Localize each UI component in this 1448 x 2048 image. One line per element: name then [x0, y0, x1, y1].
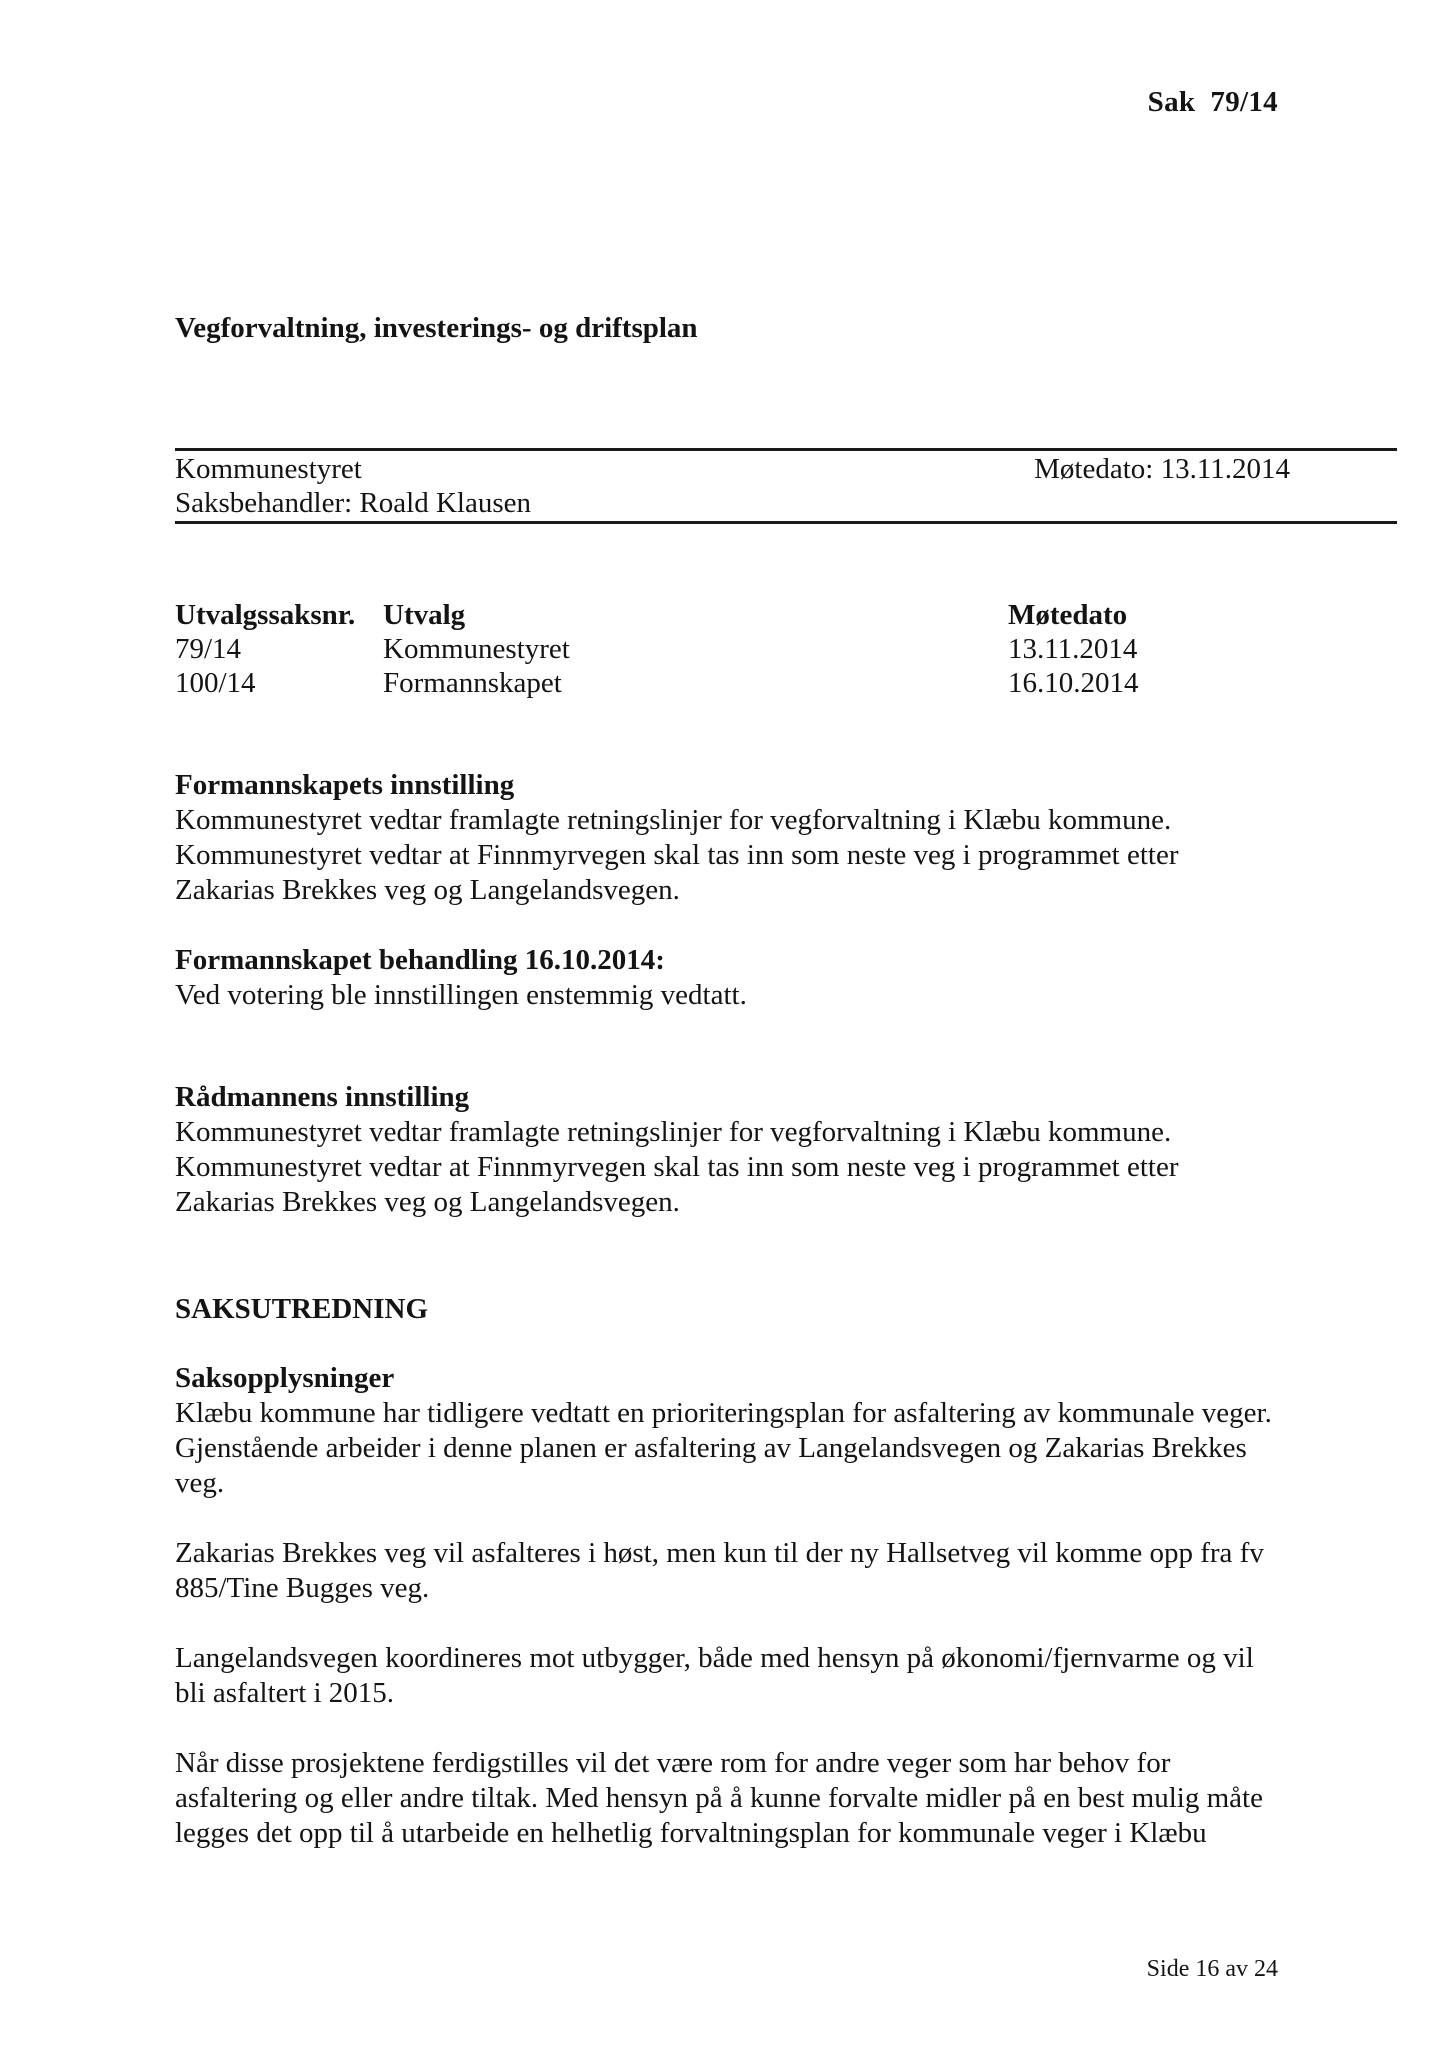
cell-committee: Kommunestyret [383, 633, 570, 665]
formannskap-recommendation [175, 768, 1315, 908]
formannskap-treatment [175, 943, 1315, 1013]
text-line: Zakarias Brekkes veg og Langelandsvegen. [175, 874, 680, 906]
text-line: Når disse prosjektene ferdigstilles vil det være rom for andre veger som har behov for [175, 1747, 1171, 1779]
paragraph [175, 1536, 1315, 1606]
paragraph [175, 1746, 1315, 1851]
table-row [175, 666, 1188, 700]
text-line: legges det opp til å utarbeide en helhetlig forvaltningsplan for kommunale veger i Klæbu [175, 1817, 1207, 1849]
cell-committee: Formannskapet [383, 667, 562, 699]
section-heading: Rådmannens innstilling [175, 1081, 470, 1113]
paragraph [175, 1641, 1315, 1711]
table-row [175, 632, 1188, 666]
column-header-committee: Utvalg [383, 599, 466, 631]
text-line: Ved votering ble innstillingen enstemmig vedtatt. [175, 979, 747, 1011]
text-line: 885/Tine Bugges veg. [175, 1572, 430, 1604]
chief-executive-recommendation [175, 1080, 1315, 1220]
text-line: Gjenstående arbeider i denne planen er asfaltering av Langelandsvegen og Zakarias Brekkes [175, 1432, 1247, 1464]
bottom-divider [175, 521, 1397, 524]
table-header-row [175, 598, 1188, 632]
text-line: Kommunestyret vedtar framlagte retningslinjer for vegforvaltning i Klæbu kommune. [175, 804, 1172, 836]
text-line: Langelandsvegen koordineres mot utbygger, både med hensyn på økonomi/fjernvarme og vil [175, 1642, 1254, 1674]
section-heading: Formannskapet behandling 16.10.2014: [175, 944, 665, 976]
cell-meeting-date: 16.10.2014 [1008, 667, 1139, 699]
text-line: Zakarias Brekkes veg vil asfalteres i høst, men kun til der ny Hallsetveg vil komme opp fra fv [175, 1537, 1264, 1569]
page-number: Side 16 av 24 [1146, 1956, 1278, 1982]
top-divider [175, 448, 1397, 451]
case-number: Sak 79/14 [1147, 86, 1278, 118]
case-information [175, 1361, 1315, 1851]
text-line: Kommunestyret vedtar at Finnmyrvegen skal tas inn som neste veg i programmet etter [175, 1151, 1179, 1183]
cell-case-no: 79/14 [175, 633, 242, 665]
text-line: veg. [175, 1467, 225, 1499]
column-header-case-no: Utvalgssaksnr. [175, 599, 356, 631]
committee-name: Kommunestyret [175, 453, 362, 485]
text-line: asfaltering og eller andre tiltak. Med hensyn på å kunne forvalte midler på en best mulig måte [175, 1782, 1263, 1814]
text-line: bli asfaltert i 2015. [175, 1677, 395, 1709]
section-heading: Formannskapets innstilling [175, 769, 515, 801]
cell-case-no: 100/14 [175, 667, 256, 699]
document-title: Vegforvaltning, investerings- og driftsplan [175, 312, 698, 344]
text-line: Klæbu kommune har tidligere vedtatt en prioriteringsplan for asfaltering av kommunale veger. [175, 1397, 1272, 1429]
text-line: Zakarias Brekkes veg og Langelandsvegen. [175, 1186, 680, 1218]
section-heading: SAKSUTREDNING [175, 1293, 428, 1325]
column-header-meeting-date: Møtedato [1008, 599, 1128, 631]
section-heading: Saksopplysninger [175, 1362, 395, 1394]
saksutredning-heading [175, 1292, 1315, 1327]
meeting-date: Møtedato: 13.11.2014 [1034, 453, 1290, 485]
text-line: Kommunestyret vedtar framlagte retningslinjer for vegforvaltning i Klæbu kommune. [175, 1116, 1172, 1148]
paragraph [175, 1396, 1315, 1501]
cell-meeting-date: 13.11.2014 [1008, 633, 1138, 665]
text-line: Kommunestyret vedtar at Finnmyrvegen skal tas inn som neste veg i programmet etter [175, 839, 1179, 871]
case-handler: Saksbehandler: Roald Klausen [175, 487, 531, 519]
committee-table [175, 598, 1188, 700]
